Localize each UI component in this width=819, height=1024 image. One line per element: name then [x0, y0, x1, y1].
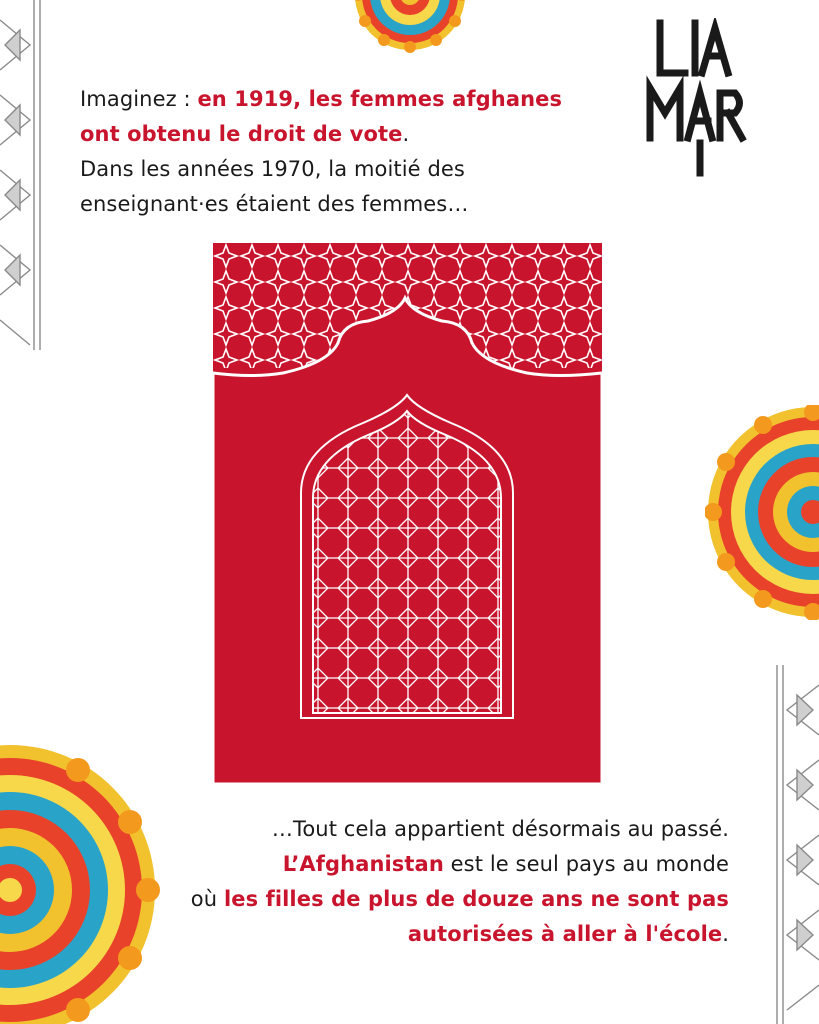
intro-line-3: enseignant·es étaient des femmes… [80, 192, 469, 216]
intro-prefix: Imaginez : [80, 87, 198, 111]
mandala-icon [705, 405, 819, 620]
arch-window-icon [213, 243, 602, 784]
mandala-icon [340, 0, 480, 70]
outro-highlight: les filles de plus de douze ans ne sont pas autorisées à aller à l'école [223, 887, 729, 946]
liamar-logo [640, 18, 750, 178]
geometric-border-icon [771, 665, 819, 1024]
outro-line-1: …Tout cela appartient désormais au passé. [271, 817, 729, 841]
outro-line-3-prefix: où [190, 887, 224, 911]
outro-paragraph [109, 812, 729, 952]
intro-paragraph [80, 82, 600, 222]
intro-highlight: en 1919, les femmes afghanes ont obtenu le droit de vote [80, 87, 563, 146]
intro-line-2: Dans les années 1970, la moitié des [80, 157, 465, 181]
outro-suffix: . [722, 922, 729, 946]
geometric-border-icon [0, 0, 46, 350]
outro-line-2-rest: est le seul pays au monde [443, 852, 729, 876]
outro-country: L’Afghanistan [282, 852, 444, 876]
outro-line-2 [109, 847, 729, 882]
intro-suffix: . [402, 122, 410, 146]
